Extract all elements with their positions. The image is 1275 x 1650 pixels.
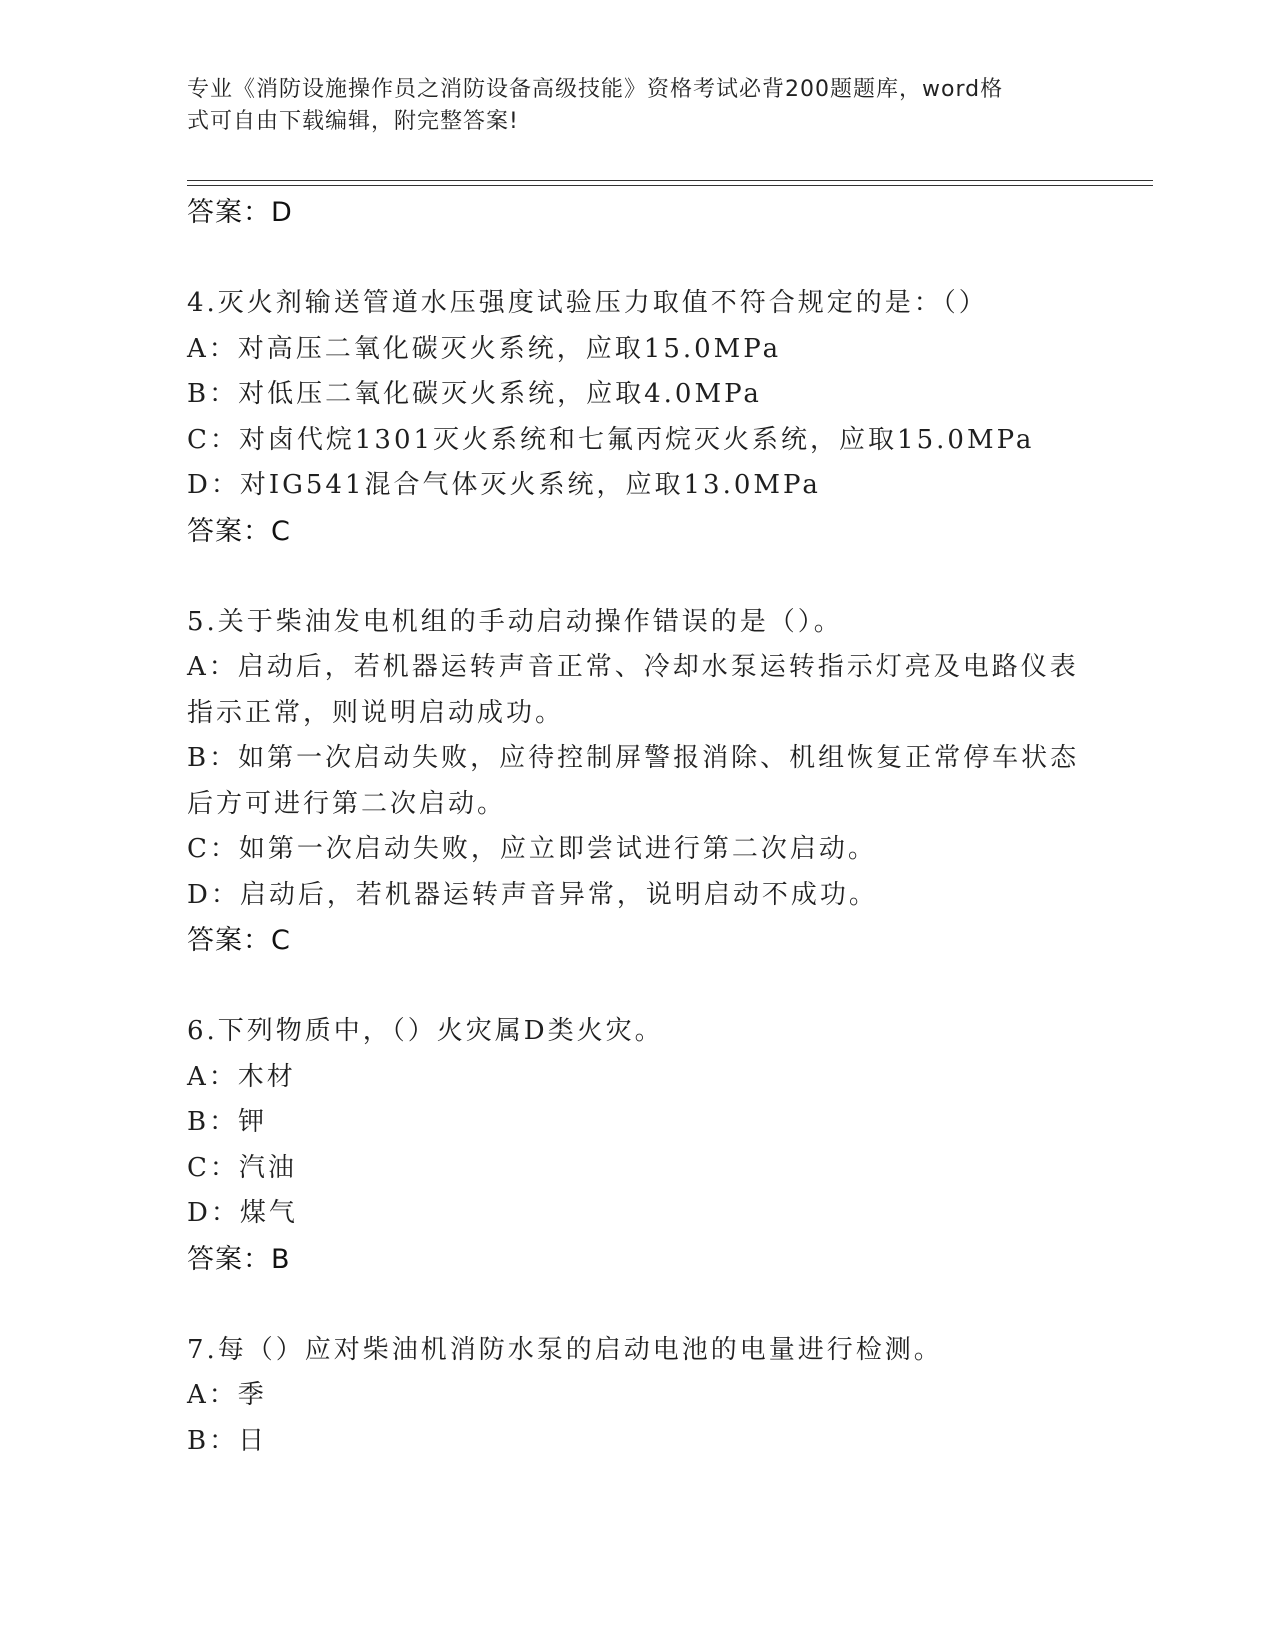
question-answer: 答案：C: [187, 925, 291, 956]
header-divider-bottom: [187, 185, 1153, 186]
option-d: D：启动后，若机器运转声音异常，说明启动不成功。: [187, 879, 878, 910]
option-a: A：木材: [187, 1061, 296, 1092]
question-block: [187, 1009, 1087, 1282]
option-a: A：对高压二氧化碳灭火系统，应取15.0MPa: [187, 333, 782, 364]
question-block: [187, 1328, 1087, 1465]
spacer: [187, 1282, 1087, 1328]
previous-answer: 答案：D: [187, 197, 293, 228]
option-a: A：启动后，若机器运转声音正常、冷却水泵运转指示灯亮及电路仪表: [187, 652, 1079, 682]
question-block: [187, 600, 1087, 964]
document-header: [187, 74, 1067, 138]
spacer: [187, 236, 1087, 282]
question-list: [187, 190, 1087, 1464]
option-b: B：钾: [187, 1107, 268, 1137]
option-c: C：汽油: [187, 1152, 297, 1183]
question-stem: 4.灭火剂输送管道水压强度试验压力取值不符合规定的是：（）: [187, 288, 988, 318]
question-block: [187, 281, 1087, 554]
question-stem: 5.关于柴油发电机组的手动启动操作错误的是（）。: [187, 606, 843, 637]
spacer: [187, 964, 1087, 1010]
option-d: D：煤气: [187, 1198, 298, 1228]
option-a-continued: 指示正常，则说明启动成功。: [187, 697, 565, 728]
question-stem: 7.每（）应对柴油机消防水泵的启动电池的电量进行检测。: [187, 1334, 943, 1365]
option-c: C：对卤代烷1301灭火系统和七氟丙烷灭火系统，应取15.0MPa: [187, 424, 1035, 455]
option-b: B：日: [187, 1425, 268, 1456]
option-b: B：对低压二氧化碳灭火系统，应取4.0MPa: [187, 379, 762, 409]
header-title-line-1: 专业《消防设施操作员之消防设备高级技能》资格考试必背200题题库，word格: [187, 77, 1004, 102]
header-title-line-2: 式可自由下载编辑，附完整答案!: [187, 109, 519, 134]
question-answer: 答案：C: [187, 515, 291, 547]
option-b: B：如第一次启动失败，应待控制屏警报消除、机组恢复正常停车状态: [187, 743, 1080, 773]
option-c: C：如第一次启动失败，应立即尝试进行第二次启动。: [187, 834, 877, 864]
option-a: A：季: [187, 1380, 267, 1410]
option-b-continued: 后方可进行第二次启动。: [187, 788, 507, 819]
header-divider-top: [187, 180, 1153, 181]
question-stem: 6.下列物质中，（）火灾属D类火灾。: [187, 1016, 664, 1046]
spacer: [187, 554, 1087, 600]
option-d: D：对IG541混合气体灭火系统，应取13.0MPa: [187, 470, 821, 500]
question-answer: 答案：B: [187, 1243, 291, 1275]
